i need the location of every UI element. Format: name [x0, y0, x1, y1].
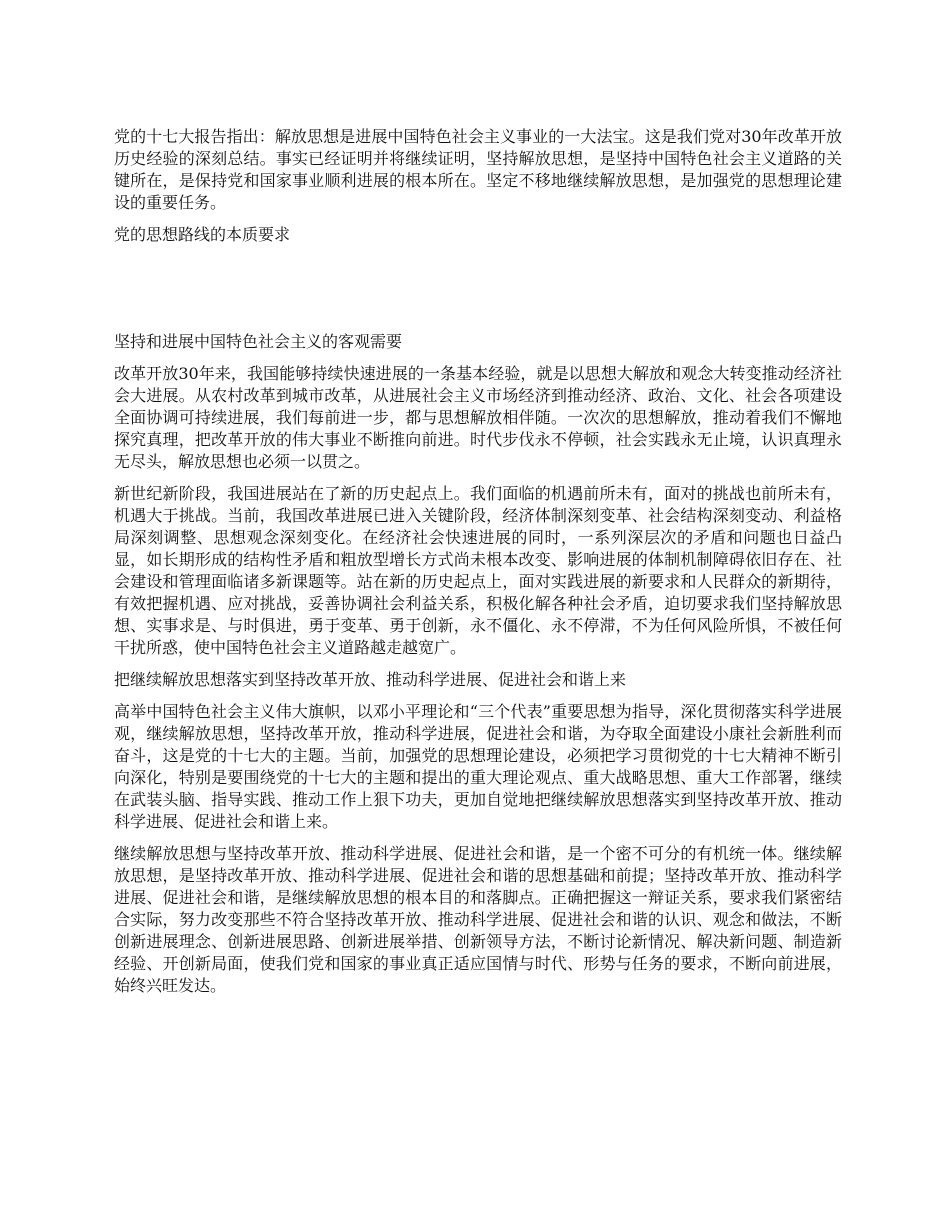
intro-paragraph: 党的十七大报告指出：解放思想是进展中国特色社会主义事业的一大法宝。这是我们党对30年改革开放历史经验的深刻总结。事实已经证明并将继续证明，坚持解放思想，是坚持中国特色社会主义道路的关键所在，是保持党和国家事业顺利进展的根本所在。坚定不移地继续解放思想，是加强党的思想理论建设的重要任务。 [114, 127, 842, 212]
body-paragraph: 新世纪新阶段，我国进展站在了新的历史起点上。我们面临的机遇前所未有，面对的挑战也前所未有，机遇大于挑战。当前，我国改革进展已进入关键阶段，经济体制深刻变革、社会结构深刻变动、利益格局深刻调整、思想观念深刻变化。在经济社会快速进展的同时，一系列深层次的矛盾和问题也日益凸显，如长期形成的结构性矛盾和粗放型增长方式尚未根本改变、影响进展的体制机制障碍依旧存在、社会建设和管理面临诸多新课题等。站在新的历史起点上，面对实践进展的新要求和人民群众的新期待，有效把握机遇、应对挑战，妥善协调社会利益关系，积极化解各种社会矛盾，迫切要求我们坚持解放思想、实事求是、与时俱进，勇于变革、勇于创新，永不僵化、永不停滞，不为任何风险所惧，不被任何干扰所惑，使中国特色社会主义道路越走越宽广。 [114, 484, 842, 657]
body-paragraph: 继续解放思想与坚持改革开放、推动科学进展、促进社会和谐，是一个密不可分的有机统一体。继续解放思想，是坚持改革开放、推动科学进展、促进社会和谐的思想基础和前提；坚持改革开放、推动科学进展、促进社会和谐，是继续解放思想的根本目的和落脚点。正确把握这一辩证关系，要求我们紧密结合实际，努力改变那些不符合坚持改革开放、推动科学进展、促进社会和谐的认识、观念和做法，不断创新进展理念、创新进展思路、创新进展举措、创新领导方法，不断讨论新情况、解决新问题、制造新经验、开创新局面，使我们党和国家的事业真正适应国情与时代、形势与任务的要求，不断向前进展，始终兴旺发达。 [114, 844, 842, 995]
body-paragraph: 改革开放30年来，我国能够持续快速进展的一条基本经验，就是以思想大解放和观念大转变推动经济社会大进展。从农村改革到城市改革，从进展社会主义市场经济到推动经济、政治、文化、社会各项建设全面协调可持续进展，我们每前进一步，都与思想解放相伴随。一次次的思想解放，推动着我们不懈地探究真理，把改革开放的伟大事业不断推向前进。时代步伐永不停顿，社会实践永无止境，认识真理永无尽头，解放思想也必须一以贯之。 [114, 364, 842, 471]
body-paragraph: 高举中国特色社会主义伟大旗帜，以邓小平理论和“三个代表”重要思想为指导，深化贯彻落实科学进展观，继续解放思想，坚持改革开放，推动科学进展，促进社会和谐，为夺取全面建设小康社会新胜利而奋斗，这是党的十七大的主题。当前，加强党的思想理论建设，必须把学习贯彻党的十七大精神不断引向深化，特别是要围绕党的十七大的主题和提出的重大理论观点、重大战略思想、重大工作部署，继续在武装头脑、指导实践、推动工作上狠下功夫，更加自觉地把继续解放思想落实到坚持改革开放、推动科学进展、促进社会和谐上来。 [114, 702, 842, 831]
section-heading: 坚持和进展中国特色社会主义的客观需要 [114, 332, 403, 351]
section-heading: 党的思想路线的本质要求 [114, 225, 291, 244]
document-body [114, 126, 842, 1007]
section-heading: 把继续解放思想落实到坚持改革开放、推动科学进展、促进社会和谐上来 [114, 670, 627, 689]
blank-gap [114, 256, 842, 331]
